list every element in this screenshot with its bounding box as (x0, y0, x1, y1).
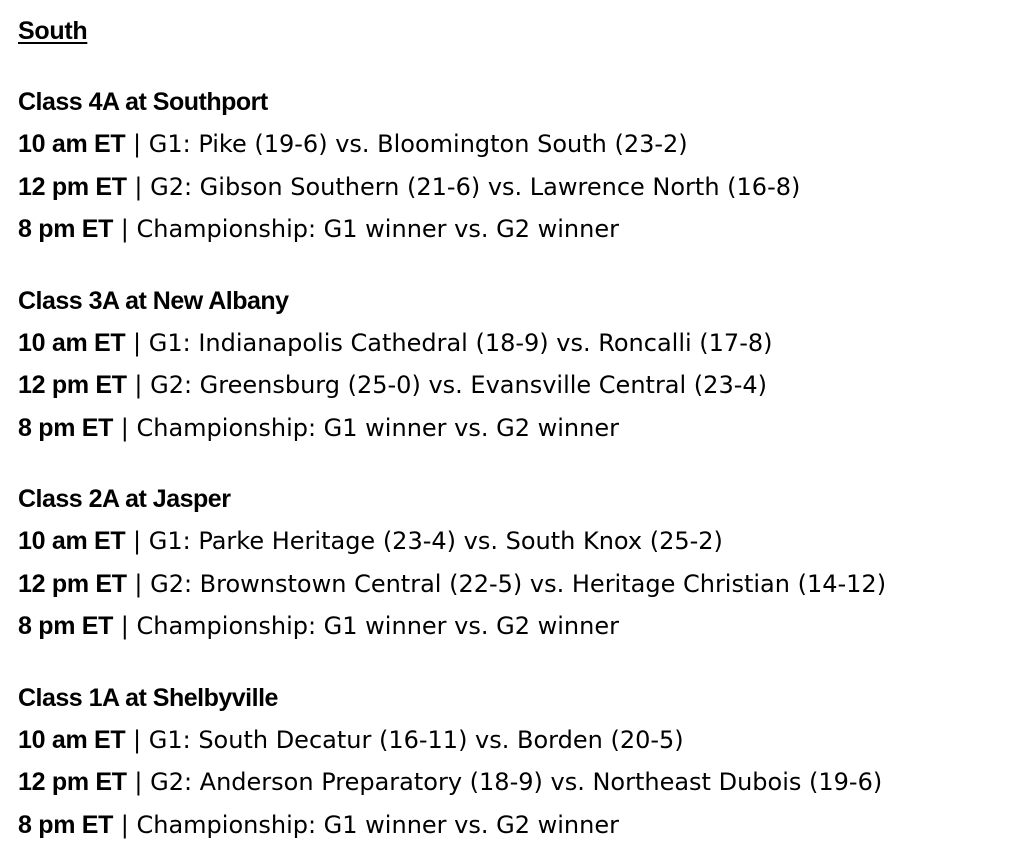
separator: | (113, 215, 137, 243)
game-description: Championship: G1 winner vs. G2 winner (136, 413, 619, 442)
separator: | (113, 810, 137, 839)
game-row (18, 364, 1022, 407)
game-time: 8 pm ET (18, 612, 114, 640)
game-description: G2: Greensburg (25-0) vs. Evansville Central (23-4) (150, 371, 768, 399)
game-time: 10 am ET (18, 130, 126, 158)
game-time: 10 am ET (18, 527, 126, 555)
game-row (18, 719, 1022, 762)
game-description: G2: Gibson Southern (21-6) vs. Lawrence North (16-8) (150, 172, 801, 201)
game-row (18, 804, 1022, 847)
separator: | (126, 172, 151, 201)
class-section (18, 81, 1022, 251)
game-time: 12 pm ET (18, 768, 127, 796)
game-description: G2: Anderson Preparatory (18-9) vs. Northeast Dubois (19-6) (150, 768, 883, 796)
game-time: 8 pm ET (18, 810, 114, 839)
game-description: G1: Indianapolis Cathedral (18-9) vs. Roncalli (17-8) (148, 328, 773, 357)
game-row (18, 208, 1022, 251)
separator: | (113, 612, 137, 640)
separator: | (126, 371, 151, 399)
separator: | (125, 725, 149, 754)
separator: | (126, 569, 151, 598)
game-description: Championship: G1 winner vs. G2 winner (136, 612, 619, 640)
game-time: 8 pm ET (18, 413, 114, 442)
class-section (18, 280, 1022, 450)
game-row (18, 563, 1022, 606)
game-row (18, 123, 1022, 166)
game-time: 12 pm ET (18, 569, 127, 598)
game-time: 8 pm ET (18, 215, 114, 243)
region-heading: South (18, 17, 88, 45)
game-description: G1: Pike (19-6) vs. Bloomington South (23-2) (148, 130, 688, 158)
class-heading: Class 2A at Jasper (18, 485, 231, 513)
game-row (18, 761, 1022, 804)
class-heading: Class 3A at New Albany (18, 286, 289, 315)
game-time: 12 pm ET (18, 371, 127, 399)
game-row (18, 166, 1022, 209)
game-description: G1: Parke Heritage (23-4) vs. South Knox (25-2) (148, 527, 723, 555)
game-row (18, 322, 1022, 365)
game-time: 12 pm ET (18, 172, 127, 201)
separator: | (125, 527, 149, 555)
game-description: G1: South Decatur (16-11) vs. Borden (20-5) (148, 725, 684, 754)
class-section (18, 478, 1022, 648)
game-time: 10 am ET (18, 328, 126, 357)
class-sections (18, 81, 1022, 846)
separator: | (126, 768, 151, 796)
schedule-document (18, 12, 1022, 846)
game-description: Championship: G1 winner vs. G2 winner (136, 215, 619, 243)
separator: | (125, 328, 149, 357)
class-heading: Class 1A at Shelbyville (18, 683, 278, 712)
game-row (18, 605, 1022, 648)
class-section (18, 677, 1022, 847)
game-time: 10 am ET (18, 725, 126, 754)
separator: | (125, 130, 149, 158)
game-description: G2: Brownstown Central (22-5) vs. Heritage Christian (14-12) (150, 569, 887, 598)
class-heading: Class 4A at Southport (18, 88, 268, 116)
game-row (18, 407, 1022, 450)
game-row (18, 520, 1022, 563)
separator: | (113, 413, 137, 442)
game-description: Championship: G1 winner vs. G2 winner (136, 810, 619, 839)
